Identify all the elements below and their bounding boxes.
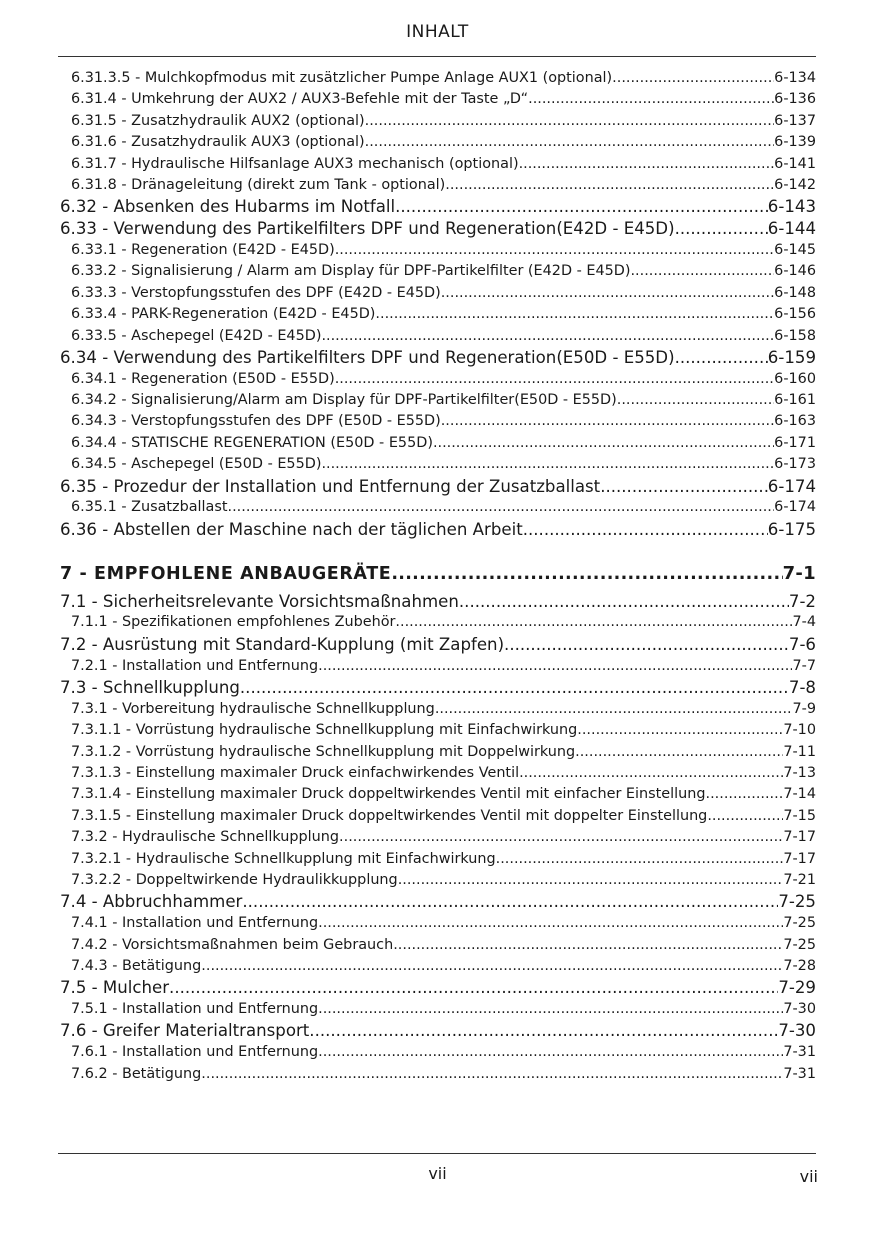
header-rule xyxy=(58,56,816,57)
toc-entry-label: 6.31.3.5 - Mulchkopfmodus mit zusätzlicher Pumpe Anlage AUX1 (optional) xyxy=(71,70,613,86)
toc-leader-dots xyxy=(393,935,783,956)
toc-leader-dots xyxy=(441,283,774,304)
toc-leader-dots xyxy=(630,261,774,282)
toc-entry-label: 7.3.2 - Hydraulische Schnellkupplung xyxy=(71,829,340,846)
toc-leader-dots xyxy=(335,240,774,261)
toc-entry-page: 7-17 xyxy=(783,829,816,846)
toc-section-entry[interactable] xyxy=(58,591,816,613)
toc-entry-label: 7.6.2 - Betätigung xyxy=(71,1065,202,1082)
toc-entry-label: 6.32 - Absenken des Hubarms im Notfall xyxy=(60,197,396,217)
toc-subsection-entry[interactable] xyxy=(58,1064,816,1085)
toc-entry-label: 7.3.1.2 - Vorrüstung hydraulische Schnellkupplung mit Doppelwirkung xyxy=(71,743,576,760)
toc-entry-label: 6.33.4 - PARK-Regeneration (E42D - E45D) xyxy=(71,306,376,323)
table-of-contents xyxy=(58,68,816,1085)
toc-leader-dots xyxy=(706,784,784,805)
toc-entry-page: 7-28 xyxy=(783,957,816,974)
toc-subsection-entry[interactable] xyxy=(58,999,816,1020)
toc-entry-label: 6.34.4 - STATISCHE REGENERATION (E50D - E55D) xyxy=(71,434,433,451)
toc-leader-dots xyxy=(441,411,774,432)
toc-subsection-entry[interactable] xyxy=(58,849,816,870)
toc-entry-page: 6-134 xyxy=(774,70,816,86)
toc-entry-page: 6-146 xyxy=(774,263,816,280)
toc-entry-page: 6-175 xyxy=(767,519,816,539)
toc-leader-dots xyxy=(228,497,775,518)
toc-leader-dots xyxy=(459,591,789,613)
toc-entry-label: 6.33 - Verwendung des Partikelfilters DPF und Regeneration(E42D - E45D) xyxy=(60,219,675,239)
toc-leader-dots xyxy=(617,390,774,411)
toc-subsection-entry[interactable] xyxy=(58,261,816,282)
toc-entry-label: 6.33.1 - Regeneration (E42D - E45D) xyxy=(71,241,335,258)
toc-leader-dots xyxy=(433,433,774,454)
toc-leader-dots xyxy=(528,89,774,110)
toc-leader-dots xyxy=(318,1042,783,1063)
toc-entry-label: 7.3.1.3 - Einstellung maximaler Druck einfachwirkendes Ventil xyxy=(71,764,520,781)
toc-leader-dots xyxy=(339,827,783,848)
toc-leader-dots xyxy=(318,999,783,1020)
toc-leader-dots xyxy=(504,634,789,656)
toc-subsection-entry[interactable] xyxy=(58,827,816,848)
toc-entry-page: 7-15 xyxy=(783,807,816,824)
toc-entry-page: 7-8 xyxy=(788,678,816,697)
toc-entry-label: 7.6 - Greifer Materialtransport xyxy=(60,1021,310,1041)
toc-subsection-entry[interactable] xyxy=(58,656,816,677)
toc-leader-dots xyxy=(675,218,768,240)
toc-entry-page: 6-142 xyxy=(774,176,816,193)
toc-entry-page: 6-141 xyxy=(774,155,816,172)
toc-entry-page: 6-173 xyxy=(774,456,816,473)
toc-entry-page: 7-29 xyxy=(778,978,816,998)
toc-entry-page: 7-17 xyxy=(783,850,816,867)
toc-entry-label: 7.3.1 - Vorbereitung hydraulische Schnellkupplung xyxy=(71,700,435,717)
toc-entry-page: 6-145 xyxy=(774,241,816,258)
toc-entry-page: 7-31 xyxy=(783,1044,816,1061)
toc-entry-page: 7-10 xyxy=(783,722,816,739)
toc-section-entry[interactable] xyxy=(58,196,816,218)
toc-section-entry[interactable] xyxy=(58,1020,816,1042)
toc-entry-label: 7.3.1.5 - Einstellung maximaler Druck doppeltwirkendes Ventil mit doppelter Einstellung xyxy=(71,807,708,824)
toc-entry-page: 7-30 xyxy=(778,1021,816,1041)
toc-subsection-entry[interactable] xyxy=(58,68,816,89)
toc-leader-dots xyxy=(201,956,783,977)
toc-entry-page: 6-136 xyxy=(774,91,816,108)
toc-entry-label: 7.4.3 - Betätigung xyxy=(71,957,202,974)
toc-group-chapter-7 xyxy=(58,591,816,1085)
toc-entry-label: 7.4.2 - Vorsichtsmaßnahmen beim Gebrauch xyxy=(71,936,394,953)
toc-entry-page: 7-11 xyxy=(783,743,816,760)
toc-entry-page: 6-139 xyxy=(774,134,816,151)
toc-leader-dots xyxy=(365,132,775,153)
toc-entry-page: 6-158 xyxy=(774,327,816,344)
toc-entry-page: 6-156 xyxy=(774,306,816,323)
toc-entry-page: 6-161 xyxy=(774,392,816,409)
toc-section-entry[interactable] xyxy=(58,634,816,656)
toc-entry-label: 7.4.1 - Installation und Entfernung xyxy=(71,915,319,932)
toc-subsection-entry[interactable] xyxy=(58,283,816,304)
toc-leader-dots xyxy=(395,196,768,218)
toc-section-entry[interactable] xyxy=(58,977,816,999)
toc-entry-label: 6.31.8 - Dränageleitung (direkt zum Tank - optional) xyxy=(71,176,446,193)
toc-leader-dots xyxy=(575,742,783,763)
toc-subsection-entry[interactable] xyxy=(58,913,816,934)
toc-entry-label: 6.31.6 - Zusatzhydraulik AUX3 (optional) xyxy=(71,134,365,151)
toc-entry-page: 7-2 xyxy=(788,591,816,611)
toc-subsection-entry[interactable] xyxy=(58,111,816,132)
toc-entry-label: 6.33.5 - Aschepegel (E42D - E45D) xyxy=(71,327,322,344)
toc-subsection-entry[interactable] xyxy=(58,411,816,432)
toc-chapter-label: 7 - EMPFOHLENE ANBAUGERÄTE xyxy=(60,563,392,584)
page-header-title: INHALT xyxy=(406,22,469,42)
toc-leader-dots xyxy=(321,454,774,475)
toc-leader-dots xyxy=(321,326,774,347)
toc-subsection-entry[interactable] xyxy=(58,175,816,196)
toc-entry-page: 6-148 xyxy=(774,284,816,301)
toc-entry-page: 7-6 xyxy=(788,634,816,654)
toc-chapter-heading[interactable] xyxy=(58,561,816,587)
toc-subsection-entry[interactable] xyxy=(58,326,816,347)
toc-subsection-entry[interactable] xyxy=(58,154,816,175)
toc-entry-label: 7.3 - Schnellkupplung xyxy=(60,678,240,697)
toc-leader-dots xyxy=(519,154,775,175)
toc-subsection-entry[interactable] xyxy=(58,784,816,805)
toc-entry-label: 7.3.2.1 - Hydraulische Schnellkupplung mit Einfachwirkung xyxy=(71,850,496,867)
toc-entry-label: 6.36 - Abstellen der Maschine nach der täglichen Arbeit xyxy=(60,519,523,539)
toc-entry-label: 7.3.1.4 - Einstellung maximaler Druck doppeltwirkendes Ventil mit einfacher Einstellung xyxy=(71,786,706,803)
toc-entry-page: 7-14 xyxy=(783,786,816,803)
toc-subsection-entry[interactable] xyxy=(58,612,816,633)
toc-leader-dots xyxy=(675,347,768,369)
toc-subsection-entry[interactable] xyxy=(58,1042,816,1063)
footer-rule xyxy=(58,1153,816,1154)
toc-leader-dots xyxy=(707,806,783,827)
toc-section-entry[interactable] xyxy=(58,347,816,369)
toc-entry-label: 7.6.1 - Installation und Entfernung xyxy=(71,1044,319,1061)
toc-entry-label: 7.1 - Sicherheitsrelevante Vorsichtsmaßnahmen xyxy=(60,591,459,611)
toc-entry-page: 7-21 xyxy=(783,871,816,888)
toc-leader-dots xyxy=(365,111,775,132)
toc-entry-label: 6.31.5 - Zusatzhydraulik AUX2 (optional) xyxy=(71,112,365,129)
toc-subsection-entry[interactable] xyxy=(58,870,816,891)
toc-entry-page: 7-7 xyxy=(792,657,816,674)
toc-subsection-entry[interactable] xyxy=(58,956,816,977)
toc-subsection-entry[interactable] xyxy=(58,935,816,956)
toc-entry-label: 6.33.2 - Signalisierung / Alarm am Display für DPF-Partikelfilter (E42D - E45D) xyxy=(71,263,631,280)
toc-leader-dots xyxy=(391,561,782,587)
toc-entry-label: 6.34.1 - Regeneration (E50D - E55D) xyxy=(71,370,335,387)
toc-leader-dots xyxy=(445,175,774,196)
toc-entry-label: 6.33.3 - Verstopfungsstufen des DPF (E42D - E45D) xyxy=(71,284,441,301)
toc-entry-page: 6-174 xyxy=(767,476,816,496)
toc-section-entry[interactable] xyxy=(58,677,816,699)
toc-entry-page: 7-9 xyxy=(792,700,816,717)
toc-entry-label: 7.3.1.1 - Vorrüstung hydraulische Schnellkupplung mit Einfachwirkung xyxy=(71,722,578,739)
toc-entry-page: 6-159 xyxy=(767,347,816,367)
toc-leader-dots xyxy=(612,68,774,89)
toc-entry-page: 6-160 xyxy=(774,370,816,387)
toc-section-entry[interactable] xyxy=(58,519,816,541)
toc-subsection-entry[interactable] xyxy=(58,720,816,741)
toc-leader-dots xyxy=(242,891,778,913)
toc-entry-label: 6.34.2 - Signalisierung/Alarm am Display für DPF-Partikelfilter(E50D - E55D) xyxy=(71,392,617,409)
toc-leader-dots xyxy=(309,1020,778,1042)
toc-entry-label: 6.34 - Verwendung des Partikelfilters DPF und Regeneration(E50D - E55D) xyxy=(60,347,675,367)
toc-entry-label: 7.5.1 - Installation und Entfernung xyxy=(71,1001,319,1018)
toc-chapter-page: 7-1 xyxy=(782,562,816,584)
toc-subsection-entry[interactable] xyxy=(58,132,816,153)
toc-entry-label: 6.34.5 - Aschepegel (E50D - E55D) xyxy=(71,456,322,473)
toc-group-chapter-6 xyxy=(58,68,816,541)
toc-entry-page: 6-144 xyxy=(767,219,816,239)
toc-subsection-entry[interactable] xyxy=(58,390,816,411)
toc-entry-page: 6-143 xyxy=(767,197,816,217)
toc-entry-label: 6.31.7 - Hydraulische Hilfsanlage AUX3 mechanisch (optional) xyxy=(71,155,519,172)
toc-entry-label: 7.2 - Ausrüstung mit Standard-Kupplung (mit Zapfen) xyxy=(60,634,505,654)
toc-entry-page: 6-174 xyxy=(774,499,816,516)
toc-entry-page: 7-25 xyxy=(778,892,816,912)
toc-entry-label: 6.34.3 - Verstopfungsstufen des DPF (E50D - E55D) xyxy=(71,413,441,430)
toc-entry-page: 6-171 xyxy=(774,434,816,451)
toc-leader-dots xyxy=(240,677,789,699)
toc-subsection-entry[interactable] xyxy=(58,742,816,763)
toc-leader-dots xyxy=(600,476,768,498)
toc-subsection-entry[interactable] xyxy=(58,369,816,390)
toc-entry-page: 6-163 xyxy=(774,413,816,430)
toc-leader-dots xyxy=(318,913,783,934)
toc-leader-dots xyxy=(398,870,784,891)
toc-entry-page: 6-137 xyxy=(774,112,816,129)
toc-leader-dots xyxy=(523,519,768,541)
toc-entry-page: 7-30 xyxy=(783,1001,816,1018)
toc-entry-label: 7.2.1 - Installation und Entfernung xyxy=(71,657,319,674)
toc-subsection-entry[interactable] xyxy=(58,240,816,261)
toc-leader-dots xyxy=(335,369,774,390)
toc-subsection-entry[interactable] xyxy=(58,433,816,454)
toc-leader-dots xyxy=(169,977,778,999)
toc-leader-dots xyxy=(318,656,792,677)
footer-page-number-right: vii xyxy=(799,1167,818,1186)
toc-entry-page: 7-25 xyxy=(783,915,816,932)
toc-entry-label: 6.35 - Prozedur der Installation und Entfernung der Zusatzballast xyxy=(60,476,601,496)
toc-entry-label: 7.5 - Mulcher xyxy=(60,978,170,998)
toc-leader-dots xyxy=(519,763,783,784)
toc-subsection-entry[interactable] xyxy=(58,89,816,110)
toc-entry-label: 7.1.1 - Spezifikationen empfohlenes Zubehör xyxy=(71,614,396,631)
toc-leader-dots xyxy=(577,720,783,741)
toc-section-entry[interactable] xyxy=(58,891,816,913)
toc-leader-dots xyxy=(496,849,784,870)
toc-leader-dots xyxy=(435,699,793,720)
toc-entry-page: 7-4 xyxy=(792,614,816,631)
toc-entry-label: 7.3.2.2 - Doppeltwirkende Hydraulikkupplung xyxy=(71,871,398,888)
toc-subsection-entry[interactable] xyxy=(58,454,816,475)
toc-leader-dots xyxy=(201,1064,783,1085)
toc-subsection-entry[interactable] xyxy=(58,806,816,827)
toc-subsection-entry[interactable] xyxy=(58,497,816,518)
toc-subsection-entry[interactable] xyxy=(58,699,816,720)
toc-entry-page: 7-31 xyxy=(783,1065,816,1082)
toc-entry-page: 7-25 xyxy=(783,936,816,953)
toc-subsection-entry[interactable] xyxy=(58,763,816,784)
toc-subsection-entry[interactable] xyxy=(58,304,816,325)
toc-section-entry[interactable] xyxy=(58,476,816,498)
toc-leader-dots xyxy=(375,304,774,325)
toc-entry-label: 6.31.4 - Umkehrung der AUX2 / AUX3-Befehle mit der Taste „D“ xyxy=(71,91,529,108)
toc-entry-label: 7.4 - Abbruchhammer xyxy=(60,892,243,912)
toc-section-entry[interactable] xyxy=(58,218,816,240)
footer-page-number: vii xyxy=(428,1164,447,1183)
toc-entry-label: 6.35.1 - Zusatzballast xyxy=(71,499,228,516)
toc-leader-dots xyxy=(395,612,792,633)
toc-entry-page: 7-13 xyxy=(783,764,816,781)
